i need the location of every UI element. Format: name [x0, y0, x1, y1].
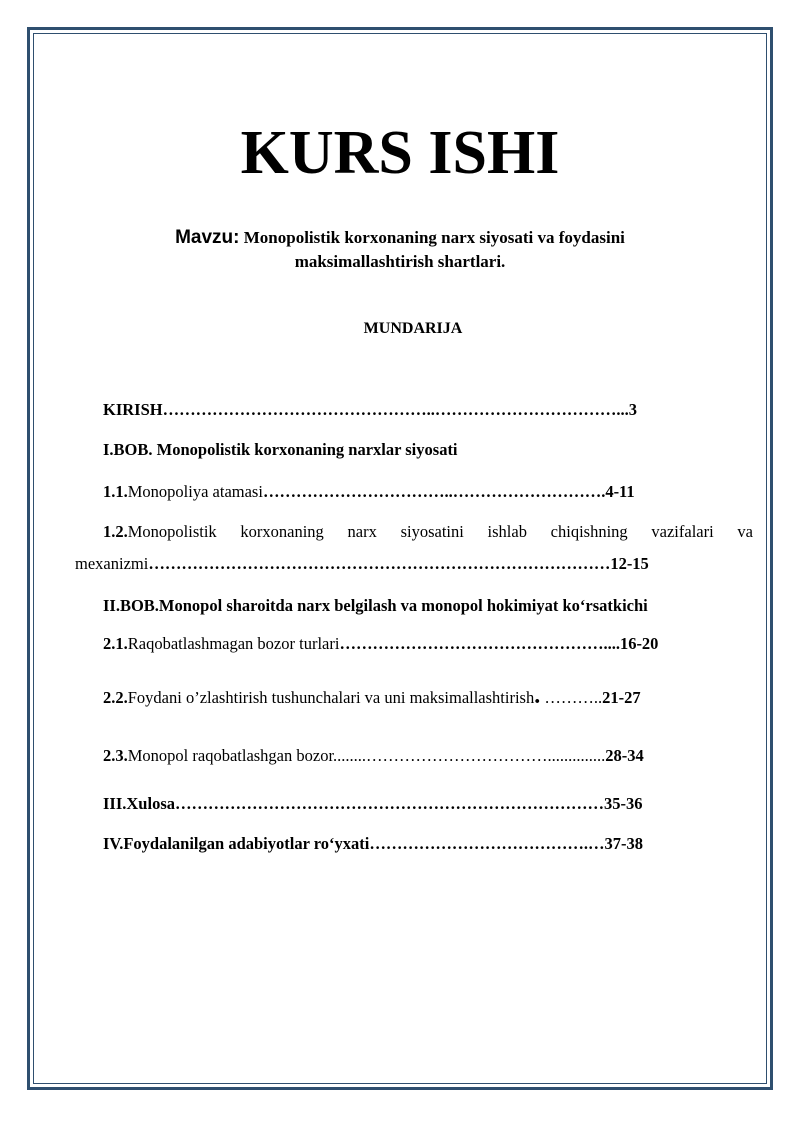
toc-label: I.BOB. Monopolistik korxonaning narxlar siyosati — [103, 440, 458, 459]
toc-leader: ………………………………….… — [369, 834, 605, 853]
toc-label: III.Xulosa — [103, 794, 175, 813]
toc-entry-xulosa[interactable] — [75, 792, 753, 816]
toc-leader: ……….. — [540, 688, 603, 707]
toc-entry-kirish[interactable] — [75, 398, 753, 422]
toc-label: II.BOB.Monopol sharoitda narx belgilash va monopol hokimiyat ko‘rsatkichi — [103, 596, 648, 615]
topic-text: Monopolistik korxonaning narx siyosati va foydasini maksimallashtirish shartlari. — [243, 228, 625, 271]
toc-page: 12-15 — [610, 554, 649, 573]
toc-leader: ………………………………………….... — [339, 634, 620, 653]
topic — [120, 226, 680, 274]
toc-number: 2.3. — [103, 746, 128, 765]
toc-number: 1.1. — [103, 482, 128, 501]
toc-page: 21-27 — [602, 688, 641, 707]
toc-leader: ........…………………………….............. — [333, 746, 606, 765]
toc-leader: ……………………………..………………………. — [262, 482, 606, 501]
toc-page: 37-38 — [604, 834, 643, 853]
toc-page: 16-20 — [619, 634, 659, 653]
toc-label: mexanizmi — [75, 554, 149, 573]
toc-label: Monopol raqobatlashgan bozor — [127, 746, 334, 765]
toc-label: IV.Foydalanilgan adabiyotlar ro‘yxati — [103, 834, 370, 853]
toc-entry-1-2[interactable] — [75, 520, 753, 544]
toc-page: 3 — [628, 400, 637, 419]
toc-number: 2.2. — [103, 688, 128, 707]
toc-dot: . — [534, 683, 541, 709]
toc-leader: …………………………………………………………………… — [175, 794, 604, 813]
toc-entry-adabiyotlar[interactable] — [75, 832, 753, 856]
document-title: KURS ISHI — [240, 119, 560, 187]
toc-label: KIRISH — [103, 400, 163, 419]
toc-entry-1-2-continued[interactable] — [75, 552, 725, 576]
toc-page: 4-11 — [605, 482, 635, 501]
toc-page: 28-34 — [605, 746, 644, 765]
toc-entry-2-1[interactable] — [75, 632, 753, 656]
toc-entry-bob2[interactable] — [75, 594, 753, 618]
toc-label: Foydani o’zlashtirish tushunchalari va uni maksimallashtirish — [127, 688, 535, 707]
toc-leader: ………………………………………………………………………… — [148, 554, 611, 573]
toc-label: Monopolistik korxonaning narx siyosatini ishlab chiqishning vazifalari va — [127, 522, 753, 541]
topic-label: Mavzu: — [175, 227, 240, 248]
toc-number: 2.1. — [103, 634, 128, 653]
toc-leader: …………………………………………..……………………………... — [162, 400, 629, 419]
toc-entry-2-2[interactable] — [75, 684, 753, 710]
toc-label: Raqobatlashmagan bozor turlari — [127, 634, 340, 653]
toc-entry-2-3[interactable] — [75, 744, 753, 768]
toc-page: 35-36 — [604, 794, 643, 813]
contents-heading: MUNDARIJA — [363, 320, 463, 337]
toc-number: 1.2. — [103, 522, 128, 541]
toc-entry-bob1[interactable] — [75, 438, 753, 462]
toc-label: Monopoliya atamasi — [127, 482, 263, 501]
toc-entry-1-1[interactable] — [75, 480, 753, 504]
